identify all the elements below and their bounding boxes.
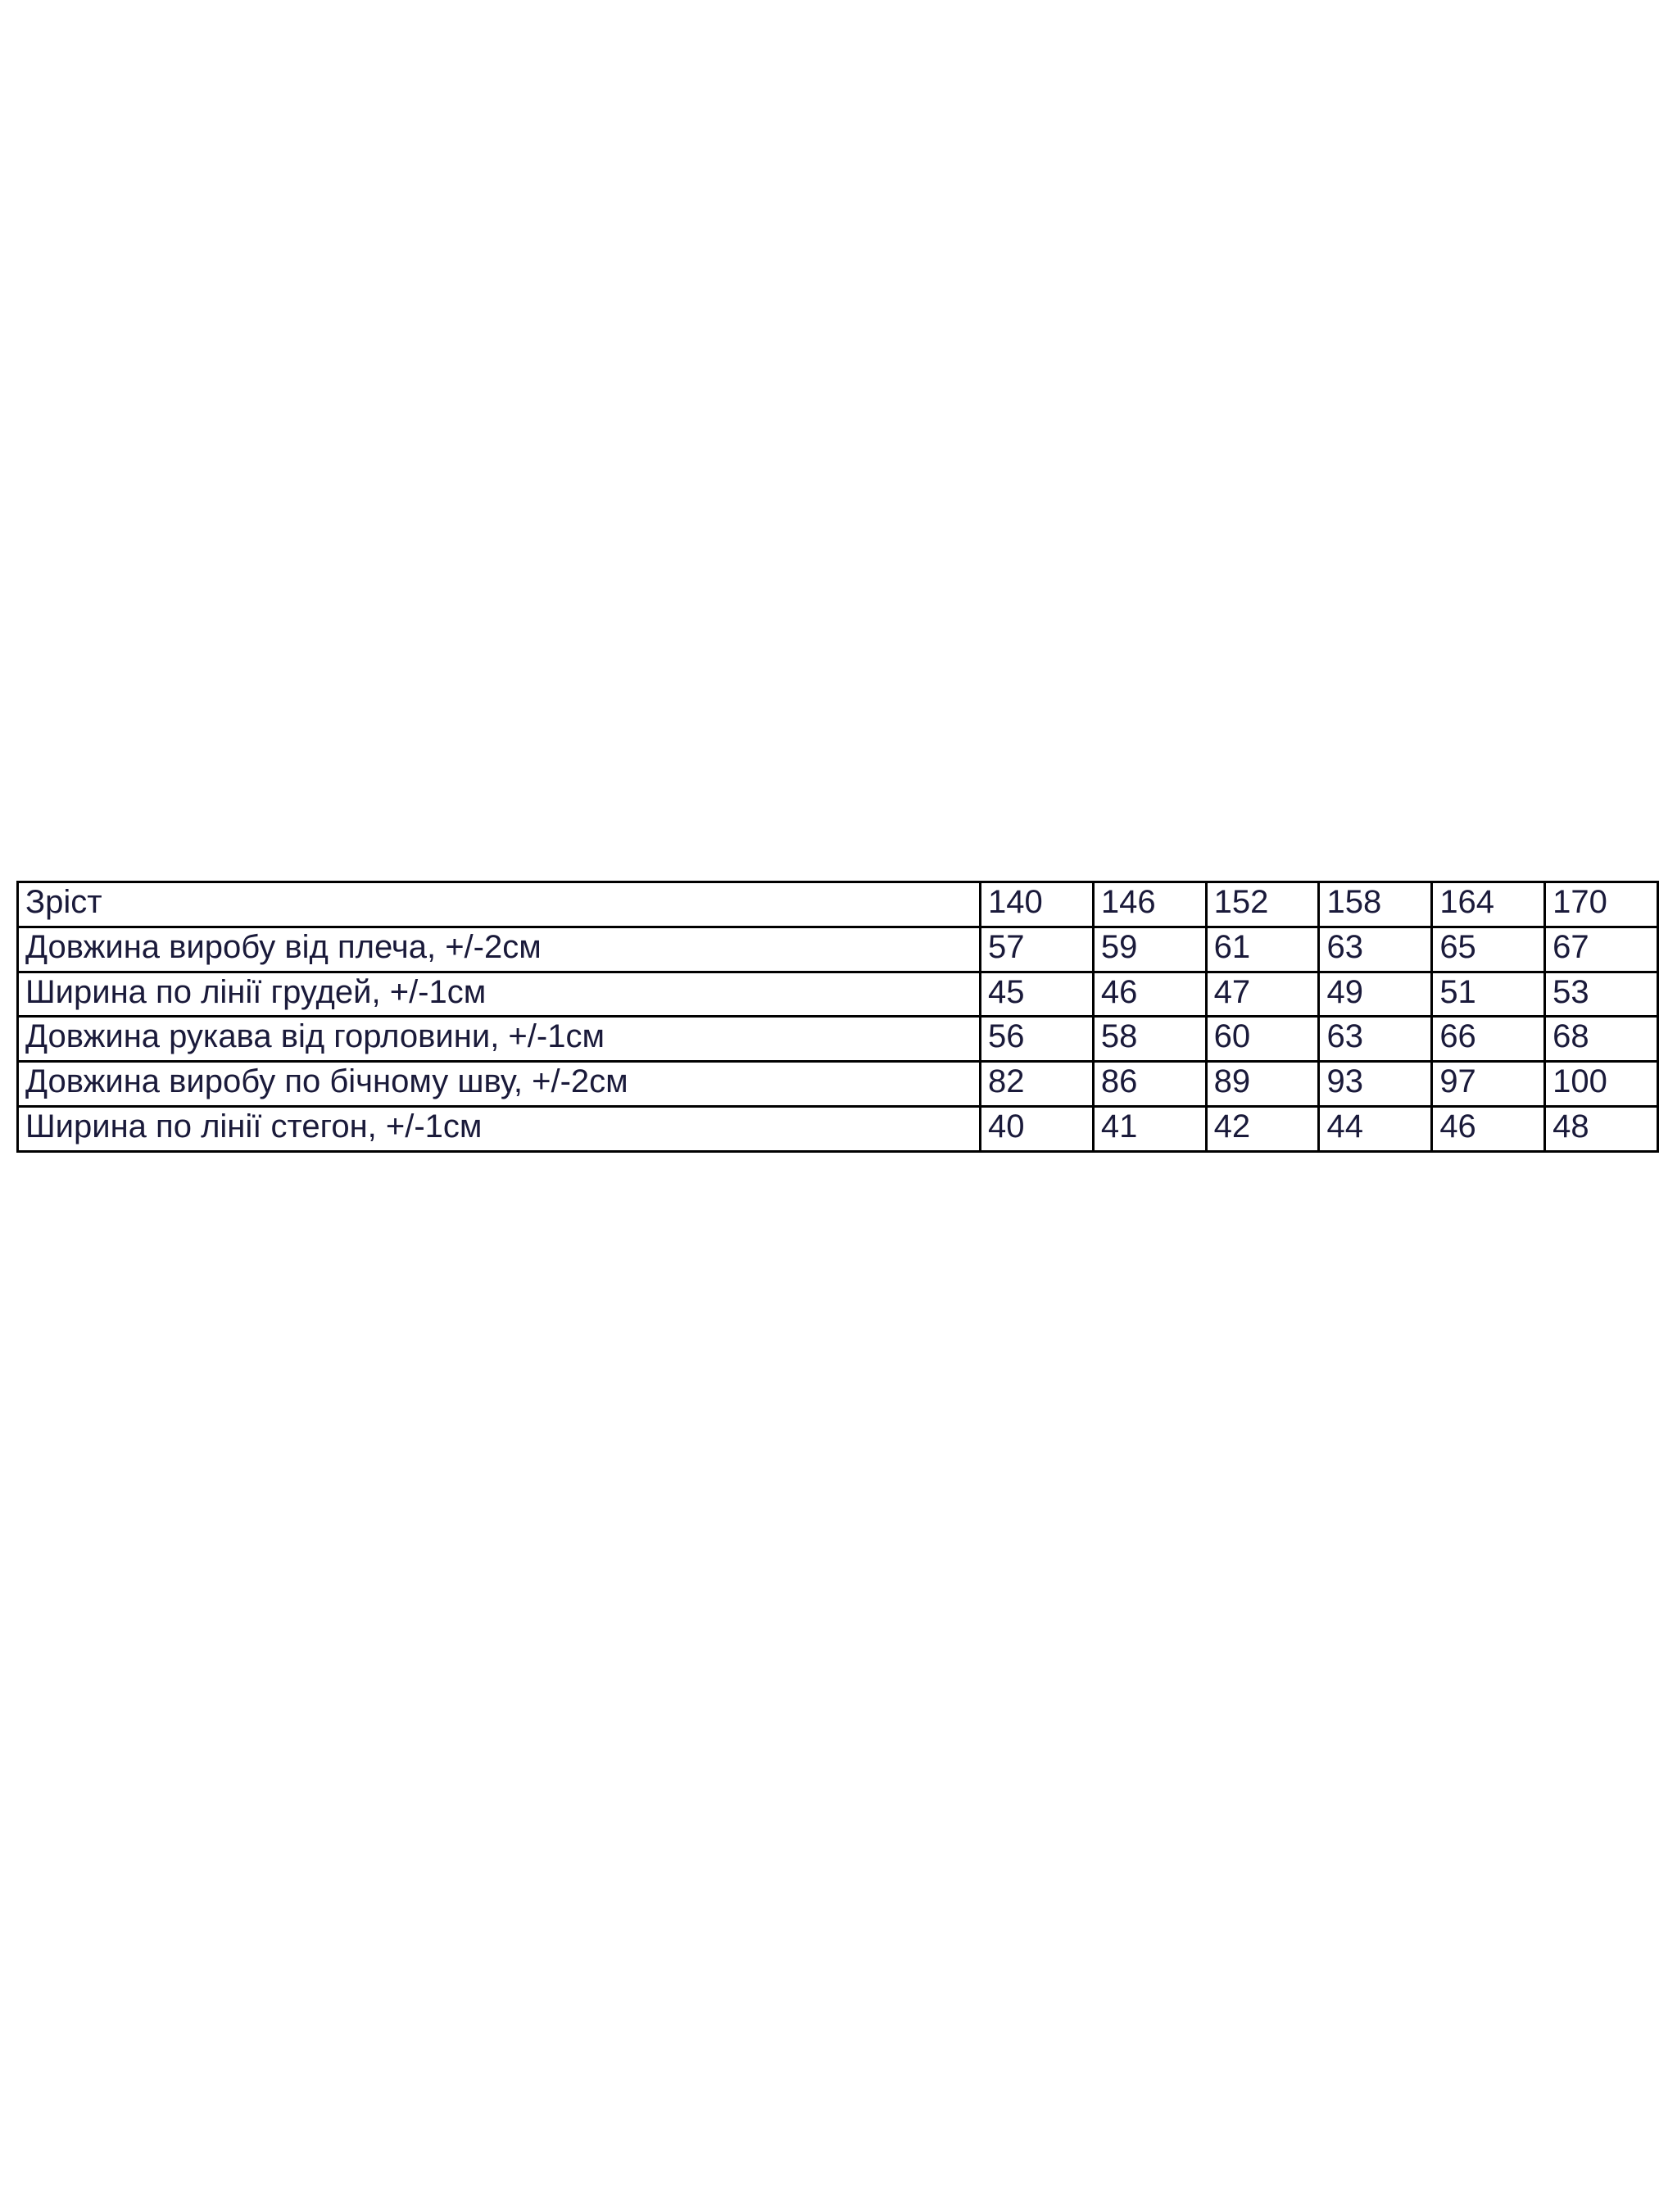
table-header-row (18, 882, 1658, 927)
header-label-cell: Зріст (18, 882, 981, 927)
row-value-cell: 60 (1206, 1017, 1319, 1062)
row-value-cell: 47 (1206, 972, 1319, 1017)
row-label-cell: Ширина по лінії стегон, +/-1см (18, 1106, 981, 1151)
header-size-cell: 146 (1093, 882, 1206, 927)
row-value-cell: 68 (1545, 1017, 1658, 1062)
header-size-cell: 140 (981, 882, 1094, 927)
row-value-cell: 51 (1432, 972, 1545, 1017)
row-label-cell: Довжина рукава від горловини, +/-1см (18, 1017, 981, 1062)
row-value-cell: 40 (981, 1106, 1094, 1151)
row-value-cell: 57 (981, 927, 1094, 972)
row-value-cell: 100 (1545, 1062, 1658, 1107)
row-value-cell: 65 (1432, 927, 1545, 972)
table-row (18, 927, 1658, 972)
row-value-cell: 42 (1206, 1106, 1319, 1151)
row-value-cell: 97 (1432, 1062, 1545, 1107)
header-size-cell: 158 (1319, 882, 1432, 927)
row-value-cell: 49 (1319, 972, 1432, 1017)
size-chart-container (16, 881, 1659, 1153)
row-value-cell: 45 (981, 972, 1094, 1017)
table-row (18, 1106, 1658, 1151)
row-value-cell: 61 (1206, 927, 1319, 972)
row-value-cell: 66 (1432, 1017, 1545, 1062)
row-label-cell: Довжина виробу по бічному шву, +/-2см (18, 1062, 981, 1107)
row-value-cell: 41 (1093, 1106, 1206, 1151)
row-value-cell: 63 (1319, 1017, 1432, 1062)
row-value-cell: 59 (1093, 927, 1206, 972)
table-row (18, 1017, 1658, 1062)
row-value-cell: 93 (1319, 1062, 1432, 1107)
size-chart-table (16, 881, 1659, 1153)
row-value-cell: 82 (981, 1062, 1094, 1107)
row-value-cell: 67 (1545, 927, 1658, 972)
row-label-cell: Довжина виробу від плеча, +/-2см (18, 927, 981, 972)
table-row (18, 972, 1658, 1017)
header-size-cell: 152 (1206, 882, 1319, 927)
row-value-cell: 48 (1545, 1106, 1658, 1151)
header-size-cell: 170 (1545, 882, 1658, 927)
row-value-cell: 46 (1432, 1106, 1545, 1151)
row-value-cell: 56 (981, 1017, 1094, 1062)
row-value-cell: 89 (1206, 1062, 1319, 1107)
row-value-cell: 86 (1093, 1062, 1206, 1107)
row-value-cell: 63 (1319, 927, 1432, 972)
header-size-cell: 164 (1432, 882, 1545, 927)
row-label-cell: Ширина по лінії грудей, +/-1см (18, 972, 981, 1017)
row-value-cell: 53 (1545, 972, 1658, 1017)
row-value-cell: 44 (1319, 1106, 1432, 1151)
table-row (18, 1062, 1658, 1107)
row-value-cell: 46 (1093, 972, 1206, 1017)
row-value-cell: 58 (1093, 1017, 1206, 1062)
